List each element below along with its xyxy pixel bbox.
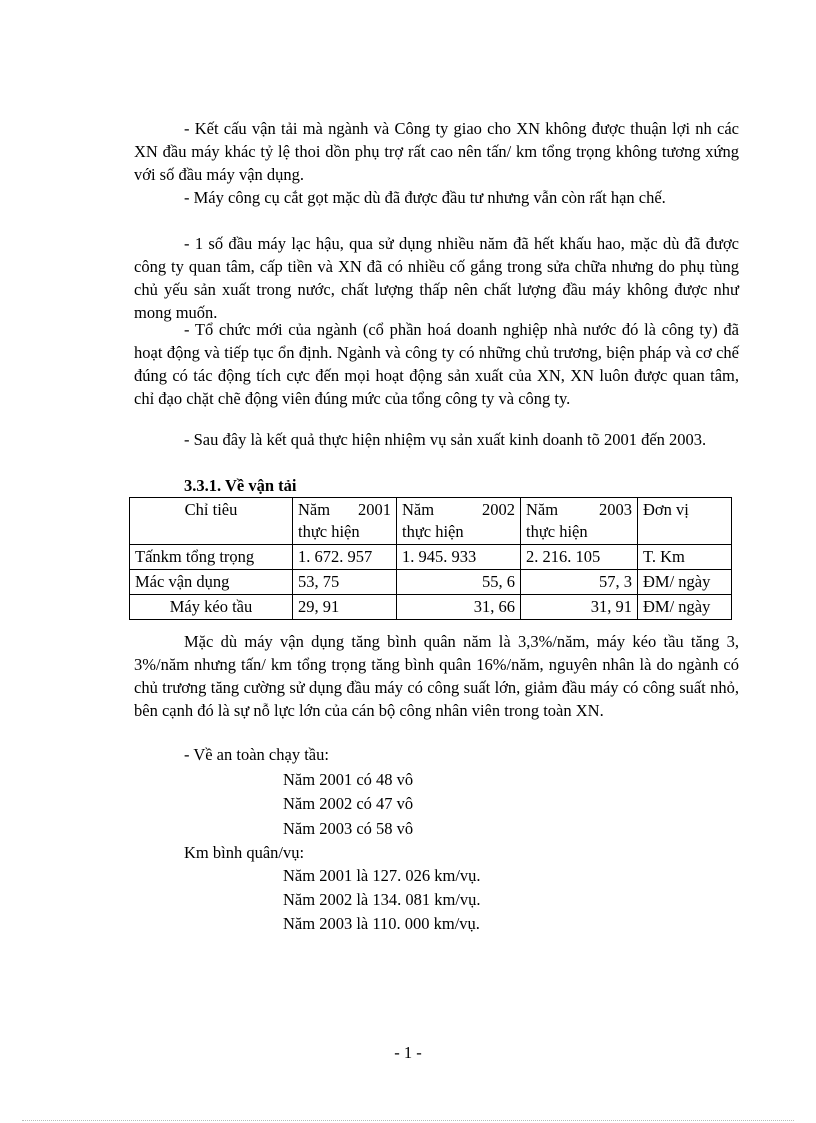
safety-item: Năm 2002 có 47 vô: [283, 794, 414, 813]
page-number: - 1 -: [394, 1043, 422, 1062]
km-item: Năm 2001 là 127. 026 km/vụ.: [283, 866, 481, 885]
paragraph-after-table: Mặc dù máy vận dụng tăng bình quân năm là 3,3%/năm, máy kéo tầu tăng 3, 3%/năm nhưng tấn/ km tổng trọng tăng bình quân 16%/năm, nguyên nhân là do ngành có chủ trương tăng cường sử dụng đầu máy có công suất lớn, giảm đầu máy có công suất nhỏ, bên cạnh đó là sự nỗ lực lớn của cán bộ công nhân viên trong toàn XN.: [134, 632, 739, 720]
table-cell: 31, 91: [521, 595, 638, 620]
table-cell: Mác vận dụng: [130, 570, 293, 595]
header-cell: Đơn vị: [638, 498, 732, 545]
header-cell: Năm 2003 thực hiện: [521, 498, 638, 545]
paragraph-2: - Máy công cụ cắt gọt mặc dù đã được đầu tư nhưng vẫn còn rất hạn chế.: [184, 188, 666, 207]
table-row: [130, 595, 732, 620]
table-cell: 57, 3: [521, 570, 638, 595]
header-cell: Năm 2002 thực hiện: [397, 498, 521, 545]
safety-item: Năm 2003 có 58 vô: [283, 819, 414, 838]
section-heading: 3.3.1. Về vận tải: [184, 476, 297, 495]
km-item: Năm 2003 là 110. 000 km/vụ.: [283, 914, 480, 933]
table-cell: 31, 66: [397, 595, 521, 620]
table-cell: 1. 672. 957: [293, 545, 397, 570]
table-header-row: [130, 498, 732, 545]
transport-table: [129, 497, 732, 620]
table-cell: T. Km: [638, 545, 732, 570]
table-cell: 2. 216. 105: [521, 545, 638, 570]
table-cell: ĐM/ ngày: [638, 595, 732, 620]
table-cell: 55, 6: [397, 570, 521, 595]
paragraph-5: - Sau đây là kết quả thực hiện nhiệm vụ sản xuất kinh doanh tõ 2001 đến 2003.: [184, 430, 707, 449]
paragraph-3: - 1 số đầu máy lạc hậu, qua sử dụng nhiều năm đã hết khấu hao, mặc dù đã được công ty quan tâm, cấp tiền và XN đã có nhiều cố gắng trong sửa chữa nhưng do phụ tùng chủ yếu sản xuất trong nước, chất lượng thấp nên chất lượng đầu máy không được như mong muốn.: [134, 234, 739, 322]
table-cell: 1. 945. 933: [397, 545, 521, 570]
table-row: [130, 570, 732, 595]
page-edge-divider: [22, 1120, 794, 1121]
safety-title: - Về an toàn chạy tầu:: [184, 745, 329, 764]
table-cell: Tấnkm tổng trọng: [130, 545, 293, 570]
paragraph-4: - Tổ chức mới của ngành (cổ phần hoá doanh nghiệp nhà nước đó là công ty) đã hoạt động và tiếp tục ổn định. Ngành và công ty có những chủ trương, biện pháp và cơ chế đúng có tác động tích cực đến mọi hoạt động sản xuất của XN, XN luôn được quan tâm, chỉ đạo chặt chẽ động viên đúng mức của tổng công ty và công ty.: [134, 320, 739, 408]
header-cell: Chỉ tiêu: [130, 498, 293, 545]
paragraph-1: - Kết cấu vận tải mà ngành và Công ty giao cho XN không được thuận lợi nh các XN đầu máy khác tỷ lệ thoi dồn phụ trợ rất cao nên tấn/ km tổng trọng không tương xứng với số đầu máy vận dụng.: [134, 119, 739, 184]
header-cell: Năm 2001 thực hiện: [293, 498, 397, 545]
table-cell: 53, 75: [293, 570, 397, 595]
table-row: [130, 545, 732, 570]
km-item: Năm 2002 là 134. 081 km/vụ.: [283, 890, 481, 909]
table-cell: ĐM/ ngày: [638, 570, 732, 595]
table-cell: Máy kéo tầu: [130, 595, 293, 620]
km-title: Km bình quân/vụ:: [184, 843, 305, 862]
safety-item: Năm 2001 có 48 vô: [283, 770, 414, 789]
table-cell: 29, 91: [293, 595, 397, 620]
